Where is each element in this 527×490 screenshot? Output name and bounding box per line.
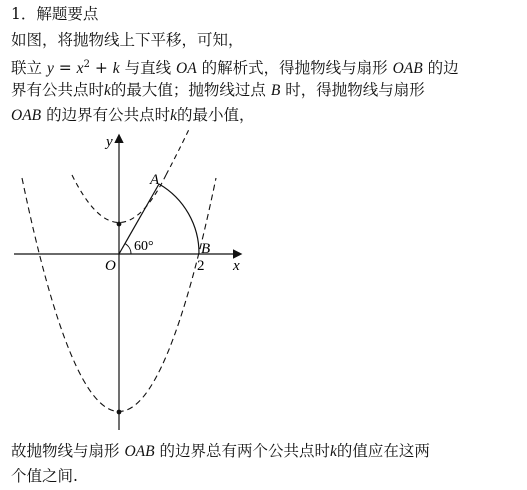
x-axis-label: x	[233, 258, 240, 274]
y-axis-label: y	[106, 134, 113, 150]
vertex-point-lower	[117, 410, 122, 415]
point-b-label: B	[201, 241, 211, 257]
tick-2-label: 2	[197, 258, 205, 274]
paragraph-line-1: 如图，将抛物线上下平移，可知，	[11, 31, 244, 49]
angle-arc	[125, 244, 131, 254]
section-heading: 1．解题要点	[11, 5, 99, 23]
point-a-label: A	[150, 172, 160, 188]
paragraph-line-2: 联立 $y = x^2 + k$ 与直线 OA 的解析式，得抛物线与扇形 OAB 的边	[11, 59, 459, 78]
upper-parabola-right-branch	[166, 130, 205, 175]
paragraph-line-4: OAB 的边界有公共点时k的最小值，	[11, 106, 255, 124]
paragraph-line-3: 界有公共点时k的最大值；抛物线过点 B 时，得抛物线与扇形	[11, 81, 425, 99]
angle-60-label: 60°	[134, 239, 154, 254]
parabola-sector-figure	[0, 130, 260, 435]
origin-label: O	[105, 258, 116, 274]
conclusion-line-1: 故抛物线与扇形 OAB 的边界总有两个公共点时k的值应在这两	[11, 442, 430, 460]
conclusion-line-2: 个值之间.	[11, 467, 78, 485]
vertex-point-upper	[117, 222, 122, 227]
arc-ab	[159, 184, 199, 254]
